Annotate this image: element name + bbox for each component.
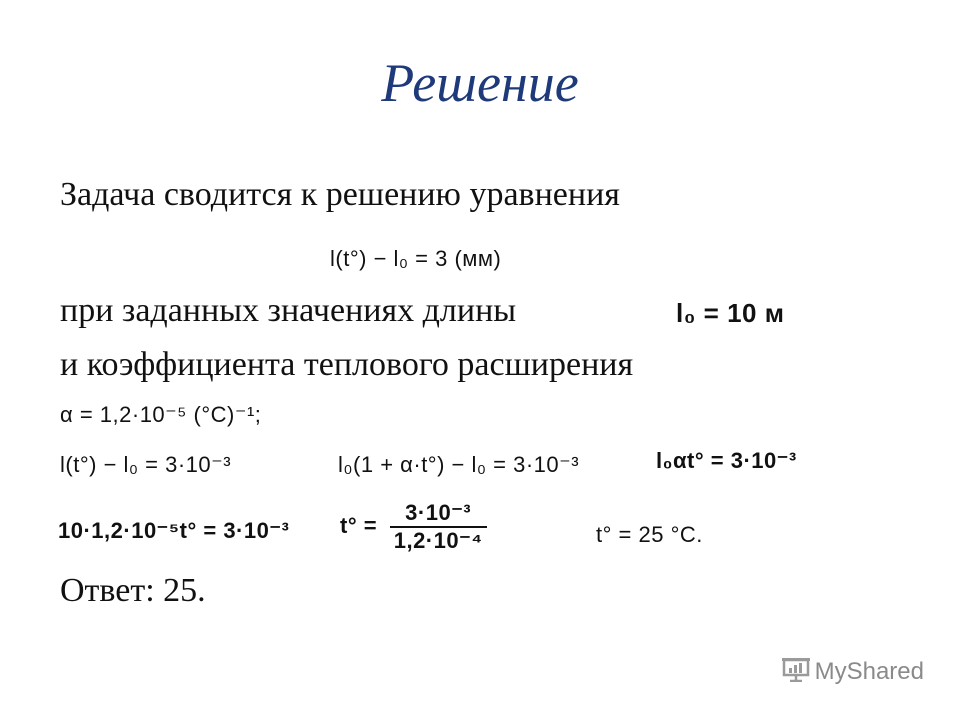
formula-step-3: l₀αt° = 3·10⁻³ <box>656 448 797 473</box>
formula-step-6: t° = 25 °C. <box>596 522 703 547</box>
presentation-board-icon <box>781 656 811 689</box>
formula-step-2: l₀(1 + α·t°) − l₀ = 3·10⁻³ <box>338 452 580 477</box>
text-line-2: при заданных значениях длины <box>60 292 517 329</box>
formula-l0-value: l₀ = 10 м <box>676 298 785 328</box>
formula-step-1: l(t°) − l₀ = 3·10⁻³ <box>60 452 232 477</box>
fraction <box>390 500 487 554</box>
formula-alpha-value: α = 1,2·10⁻⁵ (°C)⁻¹; <box>60 402 262 427</box>
text-line-1: Задача сводится к решению уравнения <box>60 176 620 213</box>
slide-title: Решение <box>381 53 579 113</box>
watermark-logo <box>781 656 924 689</box>
formula-step-5-lhs: t° = <box>340 512 378 538</box>
formula-main-equation: l(t°) − l₀ = 3 (мм) <box>330 246 502 271</box>
answer-line: Ответ: 25. <box>60 572 206 609</box>
watermark-text: MyShared <box>814 657 924 685</box>
fraction-numerator: 3·10⁻³ <box>390 500 487 528</box>
text-line-3: и коэффициента теплового расширения <box>60 346 634 383</box>
formula-step-5 <box>340 500 487 554</box>
formula-step-4: 10·1,2·10⁻⁵t° = 3·10⁻³ <box>58 518 290 543</box>
fraction-denominator: 1,2·10⁻⁴ <box>393 528 483 553</box>
